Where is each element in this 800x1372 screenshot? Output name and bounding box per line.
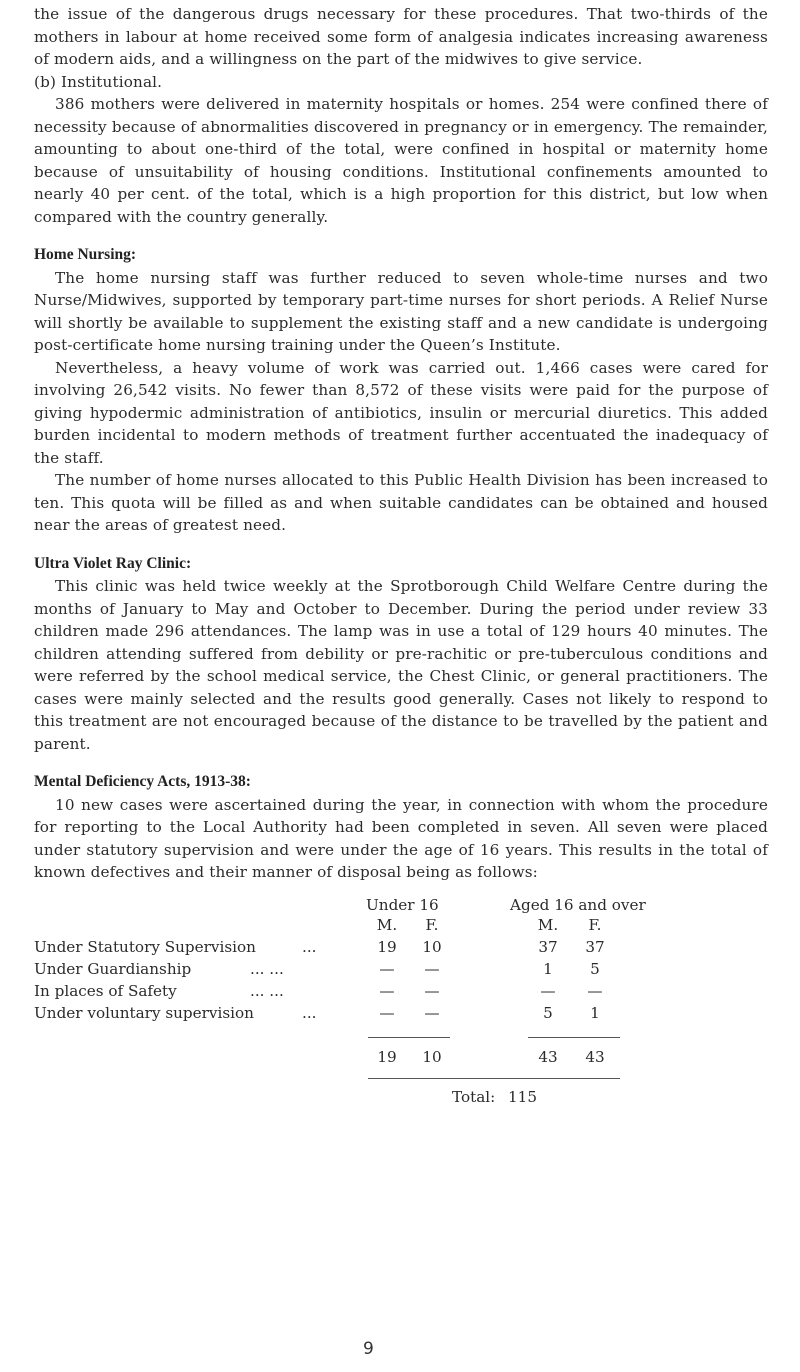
cell-aged-f: 37 [585,937,605,956]
total-under-m: 19 [377,1047,397,1066]
header-under-16: Under 16 [366,895,439,914]
total-aged-f: 43 [585,1047,605,1066]
col-header-aged-f: F. [588,915,602,934]
cell-aged-f: — [587,981,603,1000]
row-label: Under voluntary supervision [34,1003,254,1022]
row-leader-dots: ... [302,937,317,956]
row-label: Under Guardianship [34,959,192,978]
paragraph-mental-deficiency: 10 new cases were ascertained during the year, in connection with whom the procedure for reporting to the Local Authority had been completed in seven. All seven were placed under statutory supervision and were under the age of 16 years. This results in the total of known defectives and their manner of disposal being as follows: [34,795,768,881]
heading-mental-deficiency: Mental Deficiency Acts, 1913-38: [34,773,251,790]
grand-total-label: Total: [452,1087,496,1106]
row-leader-dots: ... ... [250,981,284,1000]
paragraph-institutional-label: (b) Institutional. [34,72,163,91]
document-page [34,0,768,1184]
row-leader-dots: ... ... [250,959,284,978]
cell-aged-m: 5 [543,1003,553,1022]
page-number: 9 [363,1339,374,1359]
total-aged-m: 43 [538,1047,558,1066]
cell-under-m: 19 [377,937,397,956]
col-header-under-m: M. [376,915,398,934]
paragraph-home-nursing-allocation: The number of home nurses allocated to this Public Health Division has been increased to ten. This quota will be filled as and when suitable candidates can be obtained and housed near the areas of greatest need. [34,471,768,534]
paragraph-home-nursing-volume: Nevertheless, a heavy volume of work was carried out. 1,466 cases were cared for involving 26,542 visits. No fewer than 8,572 of these visits were paid for the purpose of giving hypodermic administration of antibiotics, insulin or mercurial diuretics. This added burden incidental to modern methods of treatment further accentuated the inadequacy of the staff. [34,358,768,467]
subtotal-rule-aged [528,1037,620,1038]
cell-aged-f: 1 [590,1003,600,1022]
grand-total-value: 115 [508,1087,537,1106]
heading-uv-clinic: Ultra Violet Ray Clinic: [34,554,192,572]
paragraph-analgesia: the issue of the dangerous drugs necessary for these procedures. That two-thirds of the mothers in labour at home received some form of analgesia indicates increasing awareness of modern aids, and a willingness on the part of the midwives to give service. [34,5,768,68]
cell-under-m: — [379,959,395,978]
col-header-under-f: F. [425,915,439,934]
col-header-aged-m: M. [537,915,559,934]
cell-aged-f: 5 [590,959,600,978]
paragraph-institutional: 386 mothers were delivered in maternity hospitals or homes. 254 were confined there of necessity because of abnormalities discovered in pregnancy or in emergency. The remainder, amounting to about one-third of the total, were confined in hospital or maternity home because of unsuitability of housing conditions. Institutional confinements amounted to nearly 40 per cent. of the total, which is a high proportion for this district, but low when compared with the country generally. [34,95,768,226]
total-under-f: 10 [422,1047,442,1066]
subtotal-rule-under [368,1037,450,1038]
cell-under-f: — [424,1003,440,1022]
defectives-table [34,894,768,1184]
row-label: In places of Safety [34,981,177,1000]
cell-under-m: — [379,1003,395,1022]
row-leader-dots: ... [302,1003,317,1022]
paragraph-home-nursing-staff: The home nursing staff was further reduced to seven whole-time nurses and two Nurse/Midwives, supported by temporary part-time nurses for short periods. A Relief Nurse will shortly be available to supplement the existing staff and a new candidate is undergoing post-certificate home nursing training under the Queen’s Institute. [34,268,768,354]
header-aged-16-over: Aged 16 and over [510,895,646,914]
paragraph-uv-clinic: This clinic was held twice weekly at the Sprotborough Child Welfare Centre during the months of January to May and October to December. During the period under review 33 children made 296 attendances. The lamp was in use a total of 129 hours 40 minutes. The children attending suffered from debility or pre-rachitic or pre-tuberculous conditions and were referred by the school medical service, the Chest Clinic, or general practitioners. The cases were mainly selected and the results good generally. Cases not likely to respond to this treatment are not encouraged because of the distance to be travelled by the patient and parent. [34,577,768,753]
cell-under-f: — [424,981,440,1000]
cell-under-f: 10 [422,937,442,956]
cell-aged-m: — [540,981,556,1000]
cell-aged-m: 37 [538,937,558,956]
cell-under-f: — [424,959,440,978]
row-label: Under Statutory Supervision [34,937,256,956]
cell-under-m: — [379,981,395,1000]
heading-home-nursing: Home Nursing: [34,246,137,263]
total-rule [368,1078,620,1079]
cell-aged-m: 1 [543,959,553,978]
